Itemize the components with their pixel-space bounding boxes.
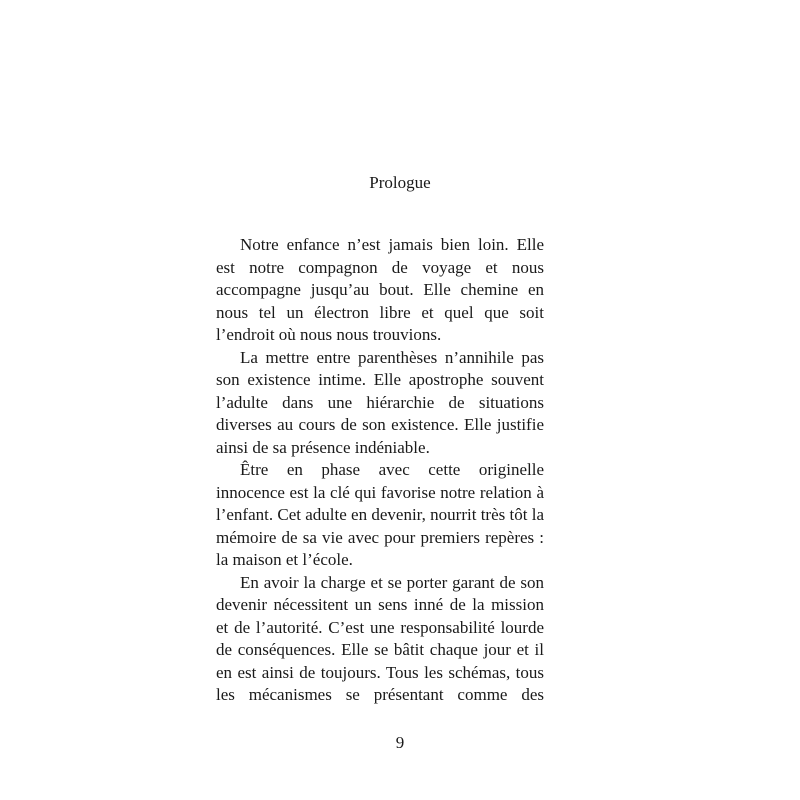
body-text	[216, 234, 544, 707]
chapter-title: Prologue	[369, 173, 431, 192]
paragraph: Être en phase avec cette originelle innocence est la clé qui favorise notre relation à l’enfant. Cet adulte en devenir, nourrit très tôt la mémoire de sa vie avec pour premiers repères : la maison et l’école.	[216, 460, 544, 569]
page-number: 9	[395, 733, 405, 752]
paragraph: En avoir la charge et se porter garant de son devenir nécessitent un sens inné de la mission et de l’autorité. C’est une responsabilité lourde de conséquences. Elle se bâtit chaque jour et il en est ainsi de toujours. Tous les schémas, tous les mécanismes se présentant comme des	[216, 572, 544, 704]
paragraph: La mettre entre parenthèses n’annihile pas son existence intime. Elle apostrophe souvent l’adulte dans une hiérarchie de situations diverses au cours de son existence. Elle justifie ainsi de sa présence indéniable.	[216, 347, 544, 457]
paragraph: Notre enfance n’est jamais bien loin. Elle est notre compagnon de voyage et nous accompagne jusqu’au bout. Elle chemine en nous tel un électron libre et quel que soit l’endroit où nous nous trouvions.	[216, 235, 544, 344]
